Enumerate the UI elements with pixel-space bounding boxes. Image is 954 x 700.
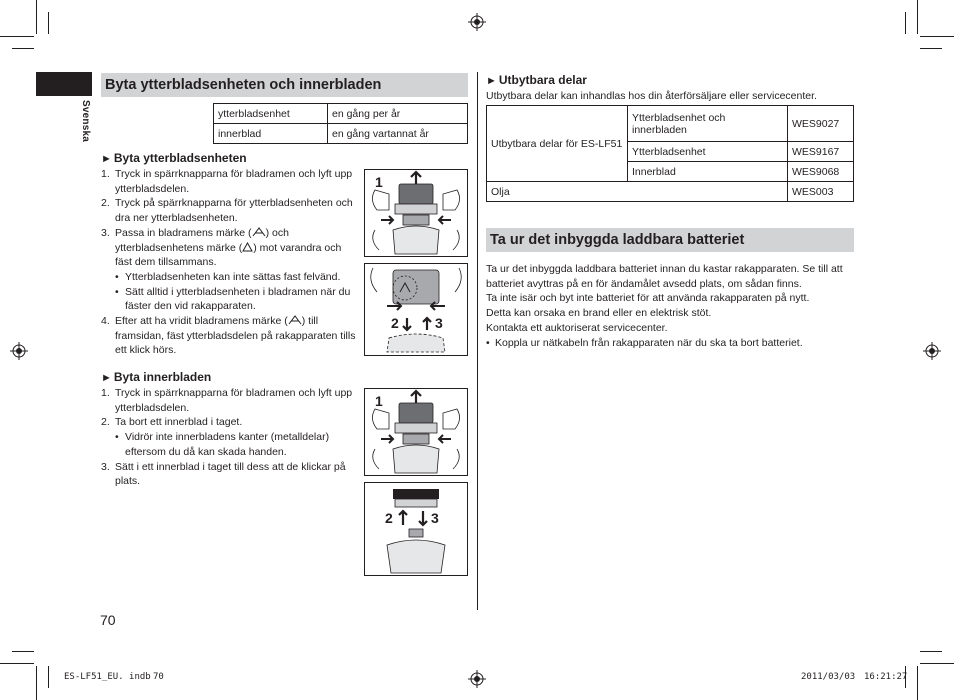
note-text: Koppla ur nätkabeln från rakapparaten när du ska ta bort batteriet. (495, 336, 803, 349)
subheading-replacement-parts (486, 73, 587, 87)
crop-mark (920, 48, 942, 49)
figure-outer-blade-step1 (364, 169, 468, 257)
crop-mark (12, 48, 34, 49)
step-number: 1. (101, 168, 110, 180)
registration-mark-icon (10, 342, 28, 360)
crop-mark (36, 666, 37, 700)
blade-frame-mark-icon (288, 315, 302, 325)
step-text: Ta bort ett innerblad i taget. (115, 416, 243, 429)
arrow-icon (439, 216, 451, 224)
step-text: Tryck in spärrknapparna för bladramen och lyft upp ytterbladsdelen. (115, 168, 353, 195)
paragraph: Ta inte isär och byt inte batteriet för att använda rakapparaten på nytt. (486, 292, 810, 305)
table-cell: WES003 (788, 182, 854, 202)
step-number: 1. (101, 387, 110, 399)
crop-mark (36, 0, 37, 34)
table-cell: WES9068 (788, 162, 854, 182)
page-number: 70 (100, 612, 116, 628)
shaver-illustration (365, 389, 467, 475)
subheading-replace-inner-blades (101, 370, 211, 384)
step-text: ) till framsidan, fäst ytterbladsdelen på rakapparaten tills ett klick hörs. (115, 315, 356, 357)
step-number: 2. (101, 416, 110, 429)
crop-mark (917, 666, 918, 700)
footer-page: 70 (153, 672, 164, 682)
table-row (487, 106, 854, 142)
column-divider (477, 72, 478, 610)
list-item (101, 460, 357, 489)
shaver-illustration (365, 264, 467, 355)
paragraph: Detta kan orsaka en brand eller en elektrisk stöt. (486, 307, 712, 320)
list-item (101, 430, 357, 459)
crop-mark (905, 12, 906, 34)
step-text: Sätt i ett innerblad i taget till dess att de klickar på plats. (115, 460, 346, 488)
blade-frame-mark-icon (252, 227, 266, 237)
triangle-bullet-icon: ► (486, 75, 497, 87)
triangle-bullet-icon: ► (101, 372, 112, 384)
replacement-parts-table (486, 105, 854, 202)
shaver-illustration (365, 170, 467, 256)
inner-blade-steps (101, 386, 357, 489)
bullet-icon: • (115, 270, 119, 283)
table-cell: WES9027 (788, 106, 854, 142)
step-label-1: 1 (375, 393, 383, 409)
subheading-text: Utbytbara delar (498, 73, 587, 87)
note-text: Sätt alltid i ytterbladsenheten i bladramen när du fäster den vid rakapparaten. (125, 285, 351, 313)
subheading-text: Byta innerbladen (113, 370, 212, 384)
step-label-1: 1 (375, 174, 383, 190)
bullet-icon: • (115, 431, 119, 444)
footer-time: 16:21:27 (864, 672, 908, 682)
bullet-icon: • (115, 285, 119, 298)
table-cell: innerblad (214, 124, 328, 144)
crop-mark (920, 663, 954, 664)
crop-mark (48, 666, 49, 688)
table-cell: Ytterbladsenhet och innerbladen (628, 106, 788, 142)
table-cell: en gång per år (328, 104, 468, 124)
list-item (101, 226, 357, 270)
figure-outer-blade-step2-3 (364, 263, 468, 356)
crop-mark (920, 651, 942, 652)
section-title-replace-blades: Byta ytterbladsenheten och innerbladen (101, 73, 468, 97)
step-text: ) mot varandra och fäst dem tillsammans. (115, 241, 342, 269)
table-cell: ytterbladsenhet (214, 104, 328, 124)
footer-file: ES-LF51_EU. indb (64, 672, 151, 682)
step-label-2: 2 (385, 510, 393, 526)
list-item (101, 285, 357, 314)
language-label: Svenska (80, 100, 91, 142)
list-item (101, 196, 357, 225)
table-row (214, 124, 468, 144)
step-number: 4. (101, 315, 110, 328)
step-text: Efter att ha vridit bladramens märke ( (115, 315, 288, 328)
step-text: Tryck in spärrknapparna för bladramen och lyft upp ytterbladsdelen. (115, 387, 353, 414)
list-item (486, 336, 854, 351)
figure-inner-blade-step2-3 (364, 482, 468, 576)
shaver-illustration (365, 483, 467, 575)
paragraph: Ta ur det inbyggda laddbara batteriet innan du kastar rakapparaten. Se till att batteriet avyttras på en för ändamålet avsedd plats, om sådan finns. (486, 263, 843, 290)
table-cell: WES9167 (788, 142, 854, 162)
triangle-mark-icon (242, 242, 253, 252)
parts-intro: Utbytbara delar kan inhandlas hos din återförsäljare eller servicecenter. (486, 90, 817, 102)
replacement-schedule-table (213, 103, 468, 144)
subheading-replace-outer-blade (101, 151, 247, 165)
crop-mark (0, 36, 34, 37)
step-number: 3. (101, 460, 110, 473)
language-tab (36, 72, 92, 96)
list-item (101, 270, 357, 285)
list-item (101, 314, 357, 358)
table-row (214, 104, 468, 124)
paragraph: Kontakta ett auktoriserat servicecenter. (486, 321, 668, 334)
crop-mark (48, 12, 49, 34)
table-cell: Ytterbladsenhet (628, 142, 788, 162)
battery-instructions (486, 262, 854, 350)
subheading-text: Byta ytterbladsenheten (113, 151, 247, 165)
table-cell: en gång vartannat år (328, 124, 468, 144)
step-text: Tryck på spärrknapparna för ytterbladsenheten och dra ner ytterbladsenheten. (115, 197, 353, 225)
step-number: 2. (101, 197, 110, 210)
crop-mark (0, 663, 34, 664)
table-cell: Utbytbara delar för ES-LF51 (487, 106, 628, 182)
table-row (487, 182, 854, 202)
crop-mark (12, 651, 34, 652)
crop-mark (917, 0, 918, 34)
list-item (101, 167, 357, 196)
bullet-icon: • (486, 336, 490, 349)
step-number: 3. (101, 226, 110, 239)
crop-mark (920, 36, 954, 37)
note-text: Vidrör inte innerbladens kanter (metalldelar) eftersom du då kan skada handen. (125, 431, 330, 458)
step-label-3: 3 (435, 315, 443, 331)
list-item (101, 415, 357, 430)
figure-inner-blade-step1 (364, 388, 468, 476)
table-cell: Olja (487, 182, 788, 202)
note-text: Ytterbladsenheten kan inte sättas fast felvänd. (125, 270, 341, 283)
arrow-icon (381, 216, 393, 224)
list-item (101, 386, 357, 415)
triangle-bullet-icon: ► (101, 153, 112, 165)
registration-mark-icon (923, 342, 941, 360)
table-cell: Innerblad (628, 162, 788, 182)
arrow-icon (411, 172, 421, 184)
registration-mark-icon (468, 670, 486, 688)
step-text: ) och ytterbladsenhetens märke ( (115, 226, 289, 254)
section-title-remove-battery: Ta ur det inbyggda laddbara batteriet (486, 228, 854, 252)
step-text: Passa in bladramens märke ( (115, 226, 252, 239)
registration-mark-icon (468, 13, 486, 31)
outer-blade-steps (101, 167, 357, 358)
footer-date: 2011/03/03 (801, 672, 856, 682)
step-label-2: 2 (391, 315, 399, 331)
step-label-3: 3 (431, 510, 439, 526)
